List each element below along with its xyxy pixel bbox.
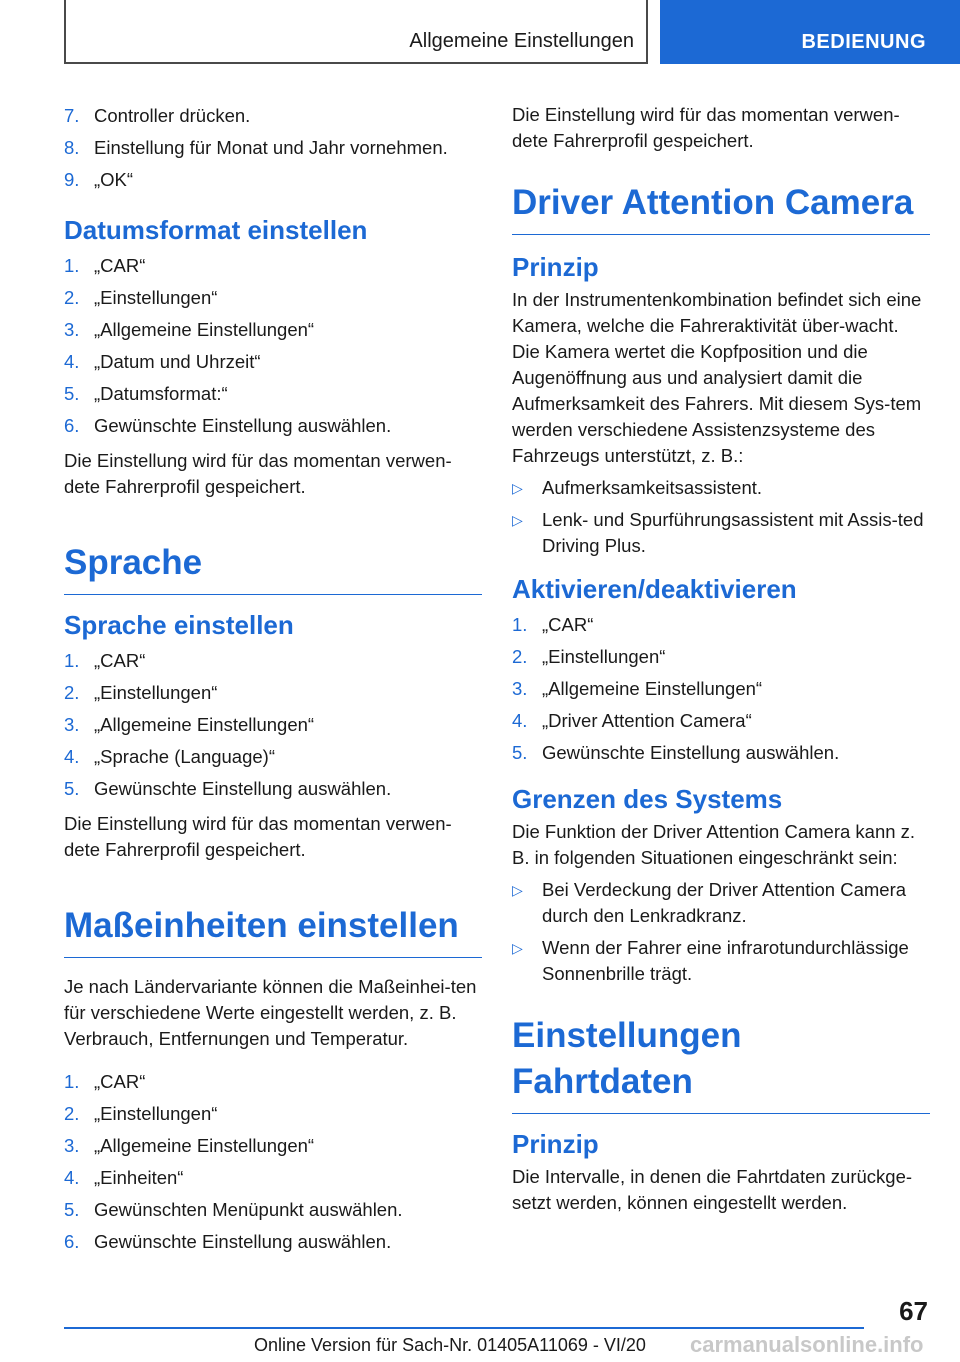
sprache-note: Die Einstellung wird für das momentan verwen‐dete Fahrerprofil gespeichert. <box>64 813 452 860</box>
list-item <box>64 773 482 805</box>
step-number: 1. <box>64 255 80 276</box>
list-item <box>64 709 482 741</box>
step-text: „CAR“ <box>542 614 594 635</box>
dac-aktiv-steps <box>512 609 930 769</box>
right-column <box>512 100 930 1216</box>
list-item <box>64 1098 482 1130</box>
step-text: „Allgemeine Einstellungen“ <box>94 319 315 340</box>
step-number: 5. <box>512 742 528 763</box>
dac-heading: Driver Attention Camera <box>512 180 930 235</box>
step-text: „Allgemeine Einstellungen“ <box>94 1135 315 1156</box>
dac-grenzen-bullets <box>512 877 930 987</box>
header-section-title: Allgemeine Einstellungen <box>409 30 634 52</box>
left-column <box>64 100 482 1258</box>
header-section-box <box>64 0 648 64</box>
list-item <box>64 346 482 378</box>
list-item <box>64 132 482 164</box>
step-number: 2. <box>512 646 528 667</box>
step-text: „Allgemeine Einstellungen“ <box>542 678 763 699</box>
list-item <box>64 1130 482 1162</box>
list-item <box>64 741 482 773</box>
list-item <box>64 1194 482 1226</box>
list-item <box>64 314 482 346</box>
masseinheiten-steps <box>64 1066 482 1258</box>
list-item <box>512 507 930 559</box>
list-item <box>512 673 930 705</box>
step-text: „Allgemeine Einstellungen“ <box>94 714 315 735</box>
list-item <box>512 475 930 501</box>
step-number: 3. <box>512 678 528 699</box>
datumsformat-note: Die Einstellung wird für das momentan verwen‐dete Fahrerprofil gespeichert. <box>64 450 452 497</box>
list-item <box>512 877 930 929</box>
datumsformat-steps <box>64 250 482 442</box>
triangle-bullet-icon: ▷ <box>512 940 523 956</box>
step-number: 2. <box>64 682 80 703</box>
step-number: 1. <box>64 650 80 671</box>
step-number: 1. <box>512 614 528 635</box>
step-number: 3. <box>64 319 80 340</box>
right-top-note: Die Einstellung wird für das momentan verwen‐dete Fahrerprofil gespeichert. <box>512 104 900 151</box>
step-text: Gewünschte Einstellung auswählen. <box>542 742 840 763</box>
step-number: 6. <box>64 415 80 436</box>
datumsformat-heading: Datumsformat einstellen <box>64 215 368 245</box>
step-number: 3. <box>64 1135 80 1156</box>
list-item <box>64 677 482 709</box>
step-text: „CAR“ <box>94 650 146 671</box>
step-number: 9. <box>64 169 80 190</box>
list-item <box>512 641 930 673</box>
footer-divider <box>64 1327 864 1329</box>
list-item <box>512 705 930 737</box>
step-number: 4. <box>64 1167 80 1188</box>
fahrtdaten-prinzip-text: Die Intervalle, in denen die Fahrtdaten zurückge‐setzt werden, können eingestellt werden. <box>512 1166 913 1213</box>
watermark-logo: carmanualsonline.info <box>690 1332 924 1357</box>
fahrtdaten-prinzip-heading: Prinzip <box>512 1129 599 1159</box>
sprache-heading: Sprache <box>64 540 482 595</box>
step-text: „Einheiten“ <box>94 1167 184 1188</box>
dac-prinzip-heading: Prinzip <box>512 252 599 282</box>
list-item <box>64 410 482 442</box>
step-text: Gewünschte Einstellung auswählen. <box>94 778 392 799</box>
step-number: 4. <box>64 746 80 767</box>
dac-prinzip-text: In der Instrumentenkombination befindet sich eine Kamera, welche die Fahreraktivität über‐wacht. Die Kamera wertet die Kopfposition und die Augenöffnung aus und analysiert damit die Aufmerksamkeit des Fahrers. Mit diesem Sys‐tem werden verschiedene Assistenzsysteme des Fahrzeugs unterstützt, z. B.: <box>512 289 922 466</box>
step-text: „Einstellungen“ <box>542 646 666 667</box>
triangle-bullet-icon: ▷ <box>512 480 523 496</box>
fahrtdaten-heading: Einstellungen Fahrtdaten <box>512 1013 930 1114</box>
step-number: 5. <box>64 1199 80 1220</box>
list-item <box>64 100 482 132</box>
step-number: 4. <box>512 710 528 731</box>
step-text: „Datum und Uhrzeit“ <box>94 351 261 372</box>
step-number: 1. <box>64 1071 80 1092</box>
step-text: Gewünschten Menüpunkt auswählen. <box>94 1199 403 1220</box>
step-text: „OK“ <box>94 169 134 190</box>
bullet-text: Bei Verdeckung der Driver Attention Camera durch den Lenkradkranz. <box>542 879 907 926</box>
step-text: „Driver Attention Camera“ <box>542 710 752 731</box>
list-item <box>64 1162 482 1194</box>
step-number: 7. <box>64 105 80 126</box>
header-chapter-tab <box>660 0 960 64</box>
step-text: „Einstellungen“ <box>94 1103 218 1124</box>
step-text: „Einstellungen“ <box>94 682 218 703</box>
step-number: 4. <box>64 351 80 372</box>
step-number: 6. <box>64 1231 80 1252</box>
list-item <box>64 282 482 314</box>
step-text: Einstellung für Monat und Jahr vornehmen. <box>94 137 448 158</box>
step-text: „CAR“ <box>94 255 146 276</box>
step-number: 8. <box>64 137 80 158</box>
list-item <box>64 250 482 282</box>
dac-grenzen-text: Die Funktion der Driver Attention Camera kann z. B. in folgenden Situationen eingeschränkt sein: <box>512 821 916 868</box>
step-number: 3. <box>64 714 80 735</box>
step-number: 2. <box>64 287 80 308</box>
bullet-text: Lenk- und Spurführungsassistent mit Assis‐ted Driving Plus. <box>542 509 924 556</box>
bullet-text: Aufmerksamkeitsassistent. <box>542 477 763 498</box>
list-item <box>64 645 482 677</box>
triangle-bullet-icon: ▷ <box>512 512 523 528</box>
steps-top-list <box>64 100 482 196</box>
step-text: „Datumsformat:“ <box>94 383 228 404</box>
masseinheiten-intro: Je nach Ländervariante können die Maßeinhei‐ten für verschiedene Werte eingestellt werden, z. B. Verbrauch, Entfernungen und Temperatur. <box>64 976 477 1049</box>
step-text: Gewünschte Einstellung auswählen. <box>94 415 392 436</box>
dac-aktiv-heading: Aktivieren/deaktivieren <box>512 574 797 604</box>
list-item <box>512 609 930 641</box>
list-item <box>64 1226 482 1258</box>
triangle-bullet-icon: ▷ <box>512 882 523 898</box>
step-text: Gewünschte Einstellung auswählen. <box>94 1231 392 1252</box>
sprache-steps <box>64 645 482 805</box>
step-text: „Sprache (Language)“ <box>94 746 275 767</box>
dac-bullets <box>512 475 930 559</box>
list-item <box>512 935 930 987</box>
list-item <box>512 737 930 769</box>
page-number: 67 <box>899 1296 928 1326</box>
masseinheiten-heading: Maßeinheiten einstellen <box>64 903 482 958</box>
step-number: 2. <box>64 1103 80 1124</box>
list-item <box>64 164 482 196</box>
bullet-text: Wenn der Fahrer eine infrarotundurchlässige Sonnenbrille trägt. <box>542 937 909 984</box>
step-text: „CAR“ <box>94 1071 146 1092</box>
step-text: „Einstellungen“ <box>94 287 218 308</box>
sprache-subheading: Sprache einstellen <box>64 610 294 640</box>
footer-version-text: Online Version für Sach-Nr. 01405A11069 - VI/20 <box>254 1335 646 1355</box>
list-item <box>64 1066 482 1098</box>
list-item <box>64 378 482 410</box>
step-number: 5. <box>64 778 80 799</box>
dac-grenzen-heading: Grenzen des Systems <box>512 784 783 814</box>
step-number: 5. <box>64 383 80 404</box>
step-text: Controller drücken. <box>94 105 251 126</box>
header-chapter-label: BEDIENUNG <box>801 31 926 53</box>
